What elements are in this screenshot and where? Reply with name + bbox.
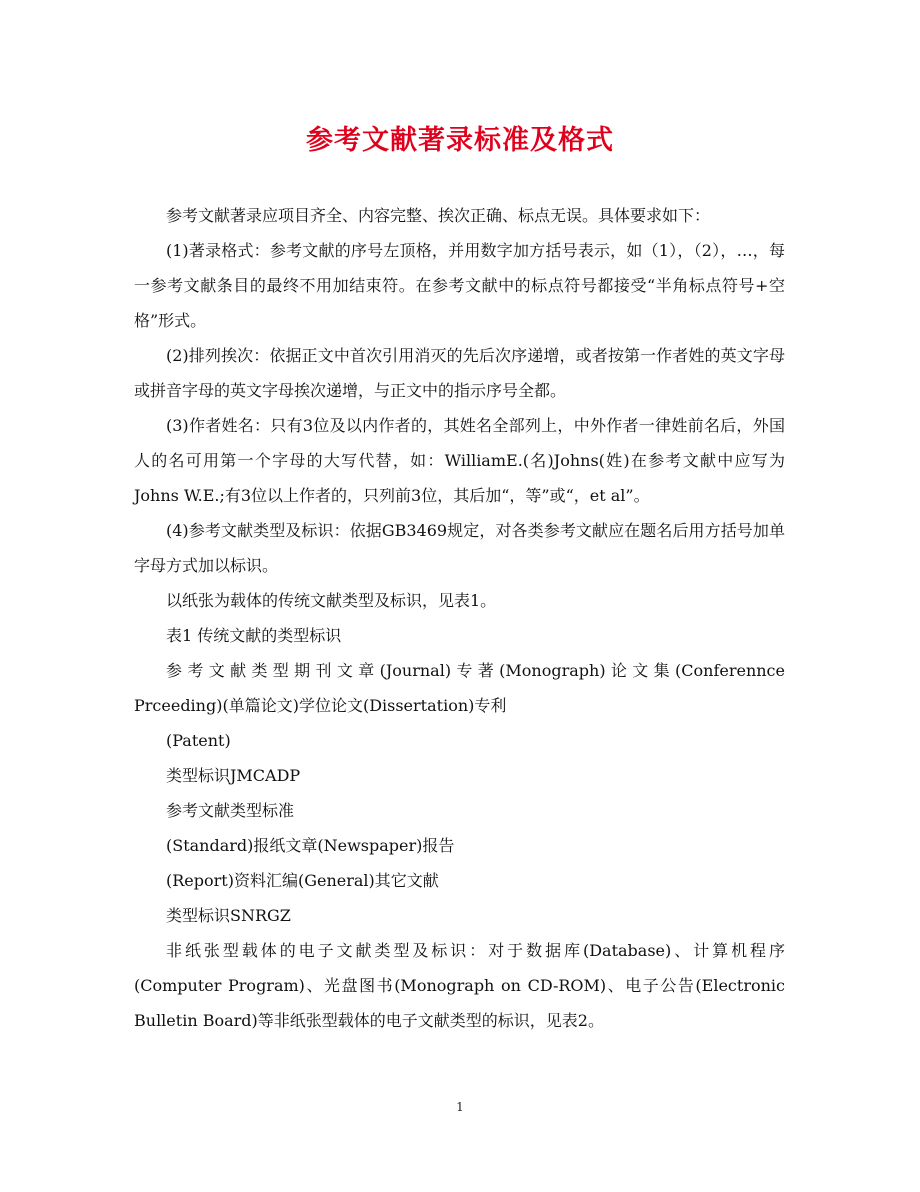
table-1-row-codes-2: 类型标识SNRGZ (166, 906, 291, 925)
table-1-row-standard-label: 参考文献类型标准 (166, 801, 295, 820)
author-paragraph: (3)作者姓名：只有3位及以内作者的，其姓名全部列上，中外作者一律姓前名后，外国人的名可用第一个字母的大写代替，如：WilliamE.(名)Johns(姓)在参考文献中应写为Johns W.E.;有3位以上作者的，只列前3位，其后加“，等”或“，et al”。 (134, 416, 785, 505)
type-identification-paragraph: (4)参考文献类型及标识：依据GB3469规定，对各类参考文献应在题名后用方括号加单字母方式加以标识。 (134, 521, 785, 575)
table-1-row-codes-1: 类型标识JMCADP (166, 766, 301, 785)
table-1-row-report: (Report)资料汇编(General)其它文献 (166, 871, 439, 890)
table-1-row-standard: (Standard)报纸文章(Newspaper)报告 (166, 836, 455, 855)
table-1-row-types: 参考文献类型期刊文章(Journal)专著(Monograph)论文集(Conferennce Prceeding)(单篇论文)学位论文(Dissertation)专利 (134, 661, 785, 715)
intro-paragraph: 参考文献著录应项目齐全、内容完整、挨次正确、标点无误。具体要求如下： (166, 206, 711, 225)
paper-type-paragraph: 以纸张为载体的传统文献类型及标识，见表1。 (166, 591, 497, 610)
table-1-caption: 表1 传统文献的类型标识 (166, 626, 342, 645)
electronic-type-paragraph: 非纸张型载体的电子文献类型及标识：对于数据库(Database)、计算机程序(Computer Program)、光盘图书(Monograph on CD-ROM)、电子公告(Electronic Bulletin Board)等非纸张型载体的电子文献类型的标识，见表2。 (134, 941, 785, 1030)
document-title: 参考文献著录标准及格式 (306, 125, 614, 156)
ordering-paragraph: (2)排列挨次：依据正文中首次引用消灭的先后次序递增，或者按第一作者姓的英文字母或拼音字母的英文字母挨次递增，与正文中的指示序号全都。 (134, 346, 785, 400)
page-number: 1 (456, 1100, 464, 1114)
table-1-row-patent: (Patent) (166, 731, 231, 750)
document-body (134, 198, 785, 1038)
format-paragraph: (1)著录格式：参考文献的序号左顶格，并用数字加方括号表示，如（1），（2），…，每一参考文献条目的最终不用加结束符。在参考文献中的标点符号都接受“半角标点符号+空格”形式。 (134, 241, 785, 330)
